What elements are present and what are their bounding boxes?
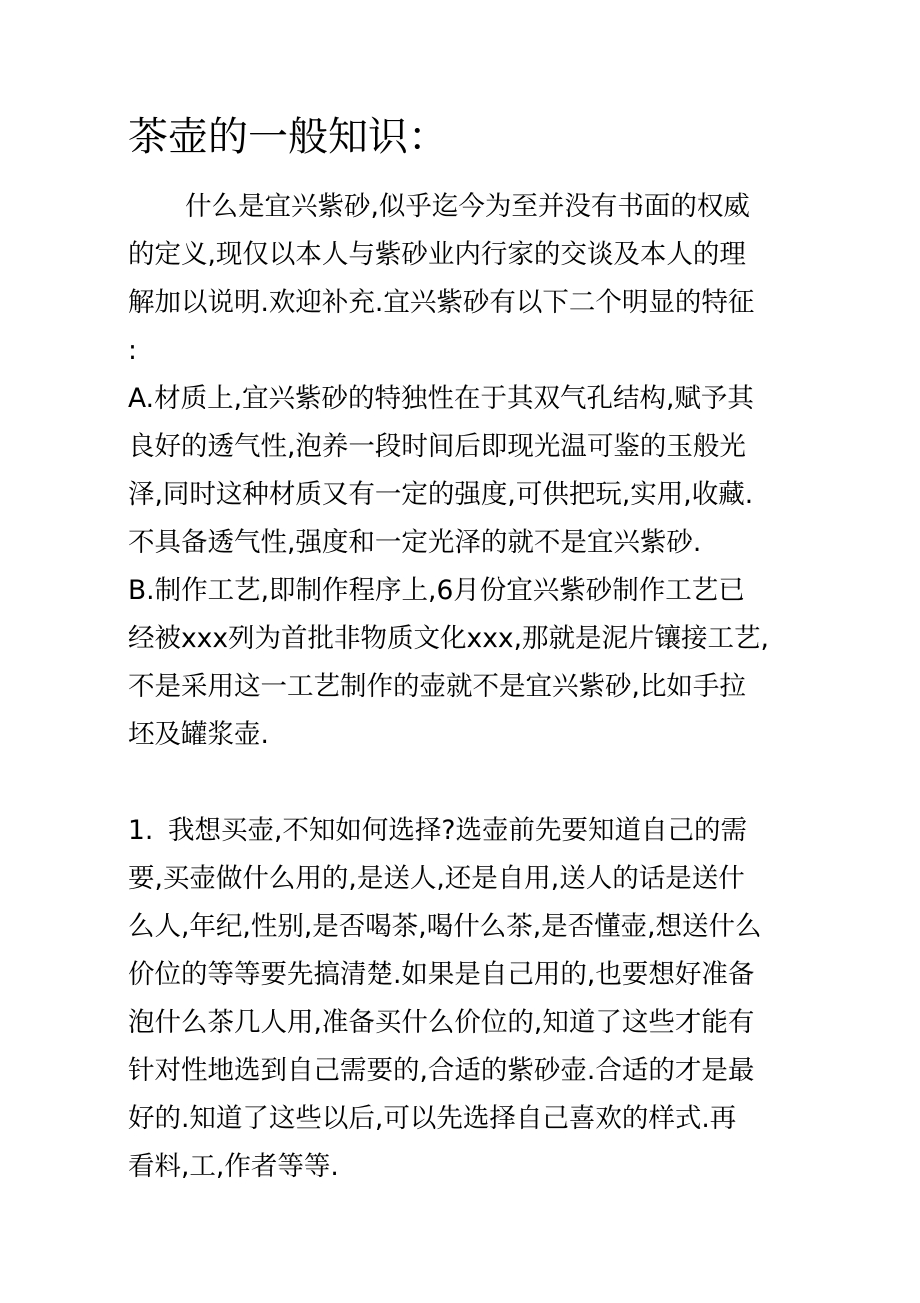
intro-paragraph	[128, 183, 788, 375]
list-number: 1.	[128, 815, 154, 846]
text-line: 坯及罐浆壶.	[128, 719, 269, 750]
text-line: 解加以说明.欢迎补充.宜兴紫砂有以下二个明显的特征	[128, 287, 755, 318]
page-title: 茶壶的一般知识：	[128, 114, 448, 160]
text-line	[128, 807, 788, 855]
text-line: B.制作工艺,即制作程序上,6月份宜兴紫砂制作工艺已	[128, 575, 745, 606]
text-line: 什么是宜兴紫砂,似乎迄今为至并没有书面的权威	[185, 191, 750, 222]
text-line: 不是采用这一工艺制作的壶就不是宜兴紫砂,比如手拉	[128, 671, 746, 702]
document-body	[128, 183, 788, 1191]
text-line: A.材质上,宜兴紫砂的特独性在于其双气孔结构,赋予其	[128, 383, 754, 414]
text-line: 针对性地选到自己需要的,合适的紫砂壶.合适的才是最	[128, 1055, 755, 1086]
point-b-paragraph	[128, 567, 788, 759]
text-line: 经被xxx列为首批非物质文化xxx,那就是泥片镶接工艺,	[128, 623, 769, 654]
paragraph-spacer	[128, 759, 788, 807]
text-line: :	[128, 335, 137, 366]
text-line: 不具备透气性,强度和一定光泽的就不是宜兴紫砂.	[128, 527, 702, 558]
text-line: 要,买壶做什么用的,是送人,还是自用,送人的话是送什	[128, 863, 745, 894]
point-a-paragraph	[128, 375, 788, 567]
numbered-item-1	[128, 807, 788, 1191]
list-item-text: 我想买壶,不知如何选择?选壶前先要知道自己的需	[168, 815, 747, 846]
text-line: 的定义,现仅以本人与紫砂业内行家的交谈及本人的理	[128, 239, 746, 270]
text-line: 泡什么茶几人用,准备买什么价位的,知道了这些才能有	[128, 1007, 755, 1038]
text-line: 看料,工,作者等等.	[128, 1151, 339, 1182]
text-line: 好的.知道了这些以后,可以先选择自己喜欢的样式.再	[128, 1103, 737, 1134]
text-line: 么人,年纪,性别,是否喝茶,喝什么茶,是否懂壶,想送什么	[128, 911, 762, 942]
text-line: 良好的透气性,泡养一段时间后即现光温可鉴的玉般光	[128, 431, 746, 462]
text-line: 价位的等等要先搞清楚.如果是自己用的,也要想好准备	[128, 959, 755, 990]
text-line: 泽,同时这种材质又有一定的强度,可供把玩,实用,收藏.	[128, 479, 754, 510]
